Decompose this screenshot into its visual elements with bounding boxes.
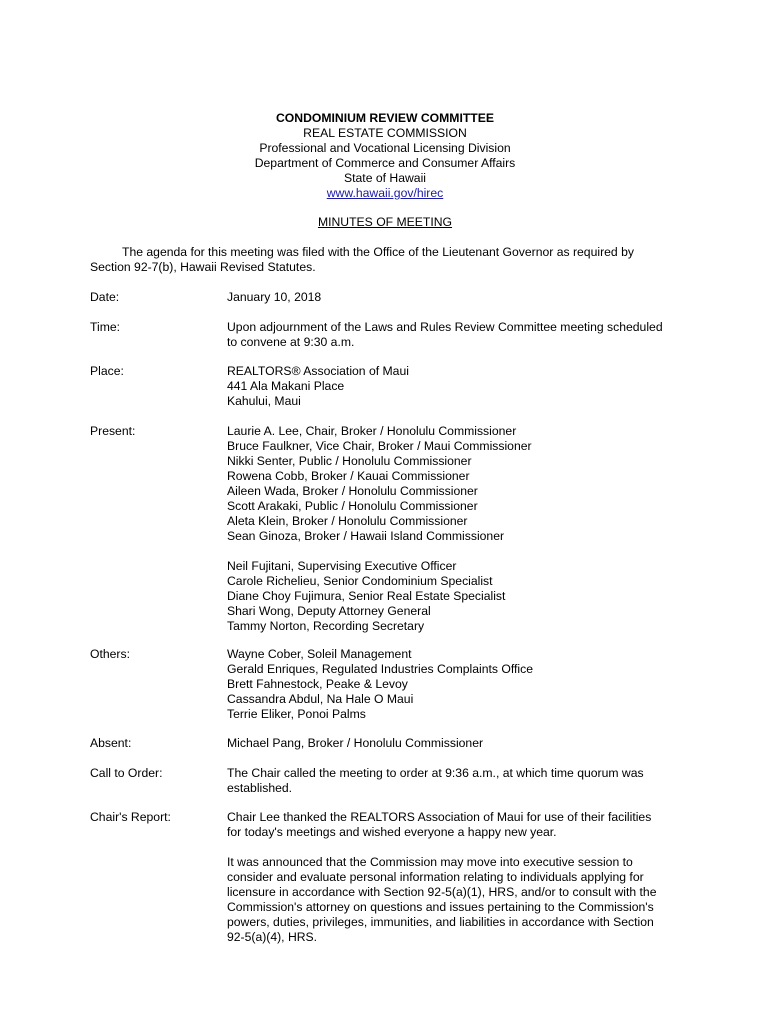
chairs-report-line: 92-5(a)(4), HRS. [227,930,318,944]
commission-name: REAL ESTATE COMMISSION [303,126,467,140]
department-name: Department of Commerce and Consumer Affairs [254,156,516,170]
time-label: Time: [90,320,121,334]
present-label: Present: [90,424,136,438]
present-member: Scott Arakaki, Public / Honolulu Commissioner [227,499,478,513]
committee-title: CONDOMINIUM REVIEW COMMITTEE [275,111,494,125]
document-header [0,111,770,201]
chairs-report-line: for today's meetings and wished everyone a happy new year. [227,825,557,839]
division-name: Professional and Vocational Licensing Division [259,141,511,155]
present-staff: Shari Wong, Deputy Attorney General [227,604,431,618]
present-member: Aleta Klein, Broker / Honolulu Commissioner [227,514,468,528]
call-to-order-line: The Chair called the meeting to order at 9:36 a.m., at which time quorum was [227,766,644,780]
others-line: Wayne Cober, Soleil Management [227,647,412,661]
call-to-order-line: established. [227,781,293,795]
chairs-report-line: Commission's attorney on questions and issues pertaining to the Commission's [227,900,654,914]
state-name: State of Hawaii [344,171,426,185]
date-value: January 10, 2018 [227,290,322,304]
time-line: Upon adjournment of the Laws and Rules Review Committee meeting scheduled [227,320,663,334]
chairs-report-line: It was announced that the Commission may move into executive session to [227,855,633,869]
place-line: 441 Ala Makani Place [227,379,345,393]
present-staff: Diane Choy Fujimura, Senior Real Estate Specialist [227,589,506,603]
place-line: REALTORS® Association of Maui [227,364,409,378]
present-staff: Tammy Norton, Recording Secretary [227,619,425,633]
website-link[interactable]: www.hawaii.gov/hirec [326,186,444,200]
present-member: Rowena Cobb, Broker / Kauai Commissioner [227,469,470,483]
place-line: Kahului, Maui [227,394,301,408]
others-line: Brett Fahnestock, Peake & Levoy [227,677,408,691]
present-staff: Neil Fujitani, Supervising Executive Officer [227,559,457,573]
place-label: Place: [90,364,124,378]
present-member: Sean Ginoza, Broker / Hawaii Island Commissioner [227,529,505,543]
minutes-title: MINUTES OF MEETING [317,215,453,229]
present-member: Nikki Senter, Public / Honolulu Commissioner [227,454,472,468]
time-line: to convene at 9:30 a.m. [227,335,355,349]
chairs-report-label: Chair's Report: [90,810,171,824]
absent-value: Michael Pang, Broker / Honolulu Commissioner [227,736,484,750]
intro-line: The agenda for this meeting was filed with the Office of the Lieutenant Governor as required by [122,245,634,259]
others-label: Others: [90,647,130,661]
intro-paragraph [90,245,690,275]
others-line: Gerald Enriques, Regulated Industries Complaints Office [227,662,533,676]
absent-label: Absent: [90,736,132,750]
chairs-report-line: powers, duties, privileges, immunities, and liabilities in accordance with Section [227,915,654,929]
call-to-order-label: Call to Order: [90,766,163,780]
chairs-report-line: consider and evaluate personal information relating to individuals applying for [227,870,644,884]
present-member: Aileen Wada, Broker / Honolulu Commissioner [227,484,478,498]
intro-line: Section 92-7(b), Hawaii Revised Statutes. [90,260,316,274]
others-line: Terrie Eliker, Ponoi Palms [227,707,366,721]
present-member: Bruce Faulkner, Vice Chair, Broker / Maui Commissioner [227,439,532,453]
date-label: Date: [90,290,120,304]
chairs-report-line: Chair Lee thanked the REALTORS Association of Maui for use of their facilities [227,810,652,824]
present-member: Laurie A. Lee, Chair, Broker / Honolulu Commissioner [227,424,517,438]
present-staff: Carole Richelieu, Senior Condominium Specialist [227,574,493,588]
others-line: Cassandra Abdul, Na Hale O Maui [227,692,414,706]
chairs-report-line: licensure in accordance with Section 92-5(a)(1), HRS, and/or to consult with the [227,885,657,899]
